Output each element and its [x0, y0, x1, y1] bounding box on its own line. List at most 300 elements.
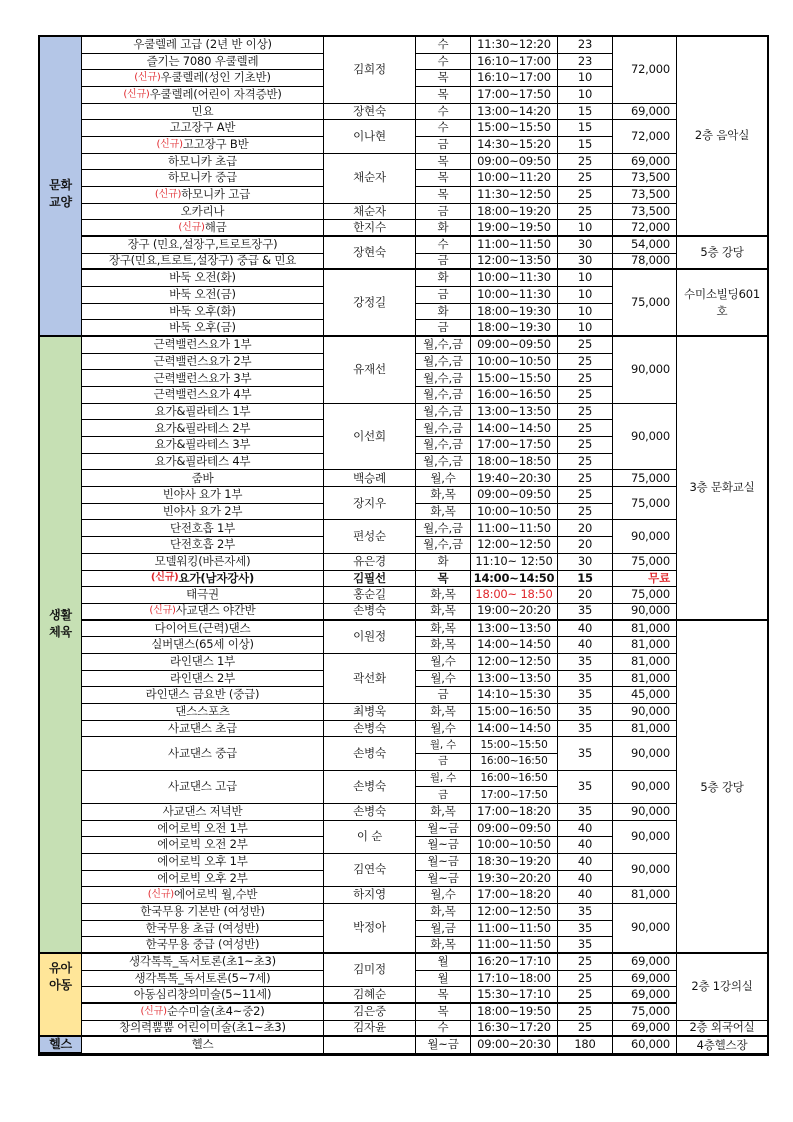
capacity-cell: 25: [558, 437, 613, 454]
capacity-cell: 10: [558, 70, 613, 87]
class-name: 요가&필라테스 1부: [154, 403, 251, 418]
fee-cell: 69,000: [613, 1021, 677, 1038]
day-cell: 수: [416, 237, 471, 254]
class-name: 헬스: [191, 1037, 214, 1052]
fee-cell: 90,000: [613, 704, 677, 721]
time-cell: 15:00~15:50: [471, 120, 558, 137]
class-name: 태극권: [186, 587, 219, 602]
day-cell: 월,수: [416, 671, 471, 688]
class-name: 근력밸런스요가 1부: [153, 337, 252, 352]
day-cell: 금: [416, 687, 471, 704]
new-tag: (신규): [154, 188, 182, 200]
class-name-cell: [82, 971, 324, 988]
capacity-cell: 10: [558, 304, 613, 321]
capacity-cell: 23: [558, 37, 613, 54]
teacher-cell: 이원정: [324, 621, 416, 654]
teacher-cell: 손병숙: [324, 721, 416, 738]
capacity-cell: 25: [558, 420, 613, 437]
time-cell: [471, 771, 558, 804]
class-name-cell: [82, 571, 324, 588]
class-name-cell: [82, 104, 324, 121]
capacity-cell: 30: [558, 254, 613, 271]
class-name-cell: [82, 220, 324, 237]
category-cell: [40, 954, 82, 1037]
fee-cell: 81,000: [613, 671, 677, 688]
class-name: 단전호흡 1부: [169, 520, 236, 535]
day-cell: 월,수,금: [416, 437, 471, 454]
day-cell: 화,목: [416, 637, 471, 654]
day-cell: 화,목: [416, 587, 471, 604]
teacher-cell: 손병숙: [324, 804, 416, 821]
capacity-cell: 15: [558, 137, 613, 154]
teacher-cell: 이나현: [324, 120, 416, 153]
fee-cell: 73,500: [613, 204, 677, 221]
teacher-cell: 손병숙: [324, 604, 416, 621]
class-name-cell: [82, 270, 324, 287]
time-value: 16:00~16:50: [471, 753, 557, 770]
class-name: 단전호흡 2부: [169, 537, 236, 552]
class-name: 해금: [204, 220, 227, 234]
time-cell: 16:30~17:20: [471, 1021, 558, 1038]
fee-cell: 무료: [613, 571, 677, 588]
class-name-cell: [82, 821, 324, 838]
capacity-cell: 35: [558, 804, 613, 821]
class-name: 사교댄스 초급: [168, 720, 237, 735]
capacity-cell: 180: [558, 1037, 613, 1054]
day-cell: 월~금: [416, 871, 471, 888]
day-cell: 월~금: [416, 821, 471, 838]
capacity-cell: 40: [558, 871, 613, 888]
category-label: 생활: [49, 608, 72, 623]
teacher-cell: 편성순: [324, 520, 416, 553]
time-cell: 16:10~17:00: [471, 70, 558, 87]
day-value: 금: [416, 786, 470, 803]
class-name: 다이어트(근력)댄스: [154, 620, 251, 635]
capacity-cell: 40: [558, 887, 613, 904]
class-name-cell: [82, 437, 324, 454]
capacity-cell: 20: [558, 587, 613, 604]
class-name-cell: [82, 1037, 324, 1054]
class-name: 라인댄스 1부: [169, 653, 236, 668]
time-cell: 13:00~13:50: [471, 404, 558, 421]
room-cell: 4층헬스장: [677, 1037, 767, 1054]
class-name-cell: [82, 120, 324, 137]
day-cell: 화: [416, 554, 471, 571]
class-name-cell: [82, 671, 324, 688]
fee-cell: 75,000: [613, 554, 677, 571]
capacity-cell: 25: [558, 370, 613, 387]
class-name-cell: [82, 537, 324, 554]
day-cell: 목: [416, 987, 471, 1004]
day-cell: 목: [416, 571, 471, 588]
day-cell: 화: [416, 270, 471, 287]
day-cell: 수: [416, 37, 471, 54]
day-cell: 월,수: [416, 887, 471, 904]
fee-cell: 90,000: [613, 737, 677, 770]
capacity-cell: 40: [558, 637, 613, 654]
class-name: 라인댄스 2부: [169, 670, 236, 685]
time-cell: 09:00~09:50: [471, 337, 558, 354]
fee-cell: 69,000: [613, 987, 677, 1004]
time-cell: 17:00~17:50: [471, 437, 558, 454]
capacity-cell: 35: [558, 687, 613, 704]
day-cell: 화,목: [416, 904, 471, 921]
teacher-cell: 김필선: [324, 571, 416, 588]
category-cell: [40, 37, 82, 337]
teacher-cell: 백승례: [324, 470, 416, 487]
new-tag: (신규): [123, 88, 150, 100]
time-cell: 09:00~20:30: [471, 1037, 558, 1054]
class-name-cell: [82, 1004, 324, 1021]
class-name: 순수미술(초4~중2): [166, 1004, 265, 1019]
class-name-cell: [82, 804, 324, 821]
class-name-cell: [82, 837, 324, 854]
fee-cell: 81,000: [613, 887, 677, 904]
new-tag: (신규): [140, 1005, 167, 1017]
new-tag: (신규): [156, 138, 183, 150]
class-name: 요가&필라테스 2부: [154, 420, 251, 435]
time-cell: 11:30~12:20: [471, 37, 558, 54]
time-cell: 19:00~20:20: [471, 604, 558, 621]
teacher-cell: 한지수: [324, 220, 416, 237]
time-cell: 12:00~13:50: [471, 254, 558, 271]
category-label: 문화: [49, 178, 72, 192]
capacity-cell: 35: [558, 904, 613, 921]
class-schedule-table: [38, 35, 769, 1056]
capacity-cell: 25: [558, 470, 613, 487]
class-name: 하모니카 고급: [181, 187, 251, 202]
day-cell: 목: [416, 87, 471, 104]
fee-cell: 72,000: [613, 120, 677, 153]
class-name: 우쿨렐레(성인 기초반): [160, 70, 271, 85]
class-name: 사교댄스 저녁반: [162, 803, 243, 818]
fee-cell: 72,000: [613, 37, 677, 104]
day-cell: 금: [416, 137, 471, 154]
class-name: 사교댄스 야간반: [175, 603, 256, 618]
day-cell: 월~금: [416, 854, 471, 871]
class-name-cell: [82, 604, 324, 621]
time-cell: 10:00~10:50: [471, 504, 558, 521]
class-name: 빈야사 요가 2부: [162, 503, 243, 518]
time-cell: 14:00~14:50: [471, 571, 558, 588]
capacity-cell: 25: [558, 404, 613, 421]
class-name-cell: [82, 404, 324, 421]
class-name: 모델워킹(바른자세): [154, 553, 251, 568]
capacity-cell: 25: [558, 454, 613, 471]
fee-cell: 81,000: [613, 621, 677, 638]
room-cell: 2층 1강의실: [677, 954, 767, 1021]
class-name-cell: [82, 137, 324, 154]
teacher-cell: 이 순: [324, 821, 416, 854]
class-name: 생각톡톡_독서토론(5~7세): [134, 970, 271, 985]
time-cell: 18:00~19:50: [471, 1004, 558, 1021]
room-cell: 3층 문화교실: [677, 337, 767, 620]
time-cell: 18:00~ 18:50: [471, 587, 558, 604]
class-name-cell: [82, 704, 324, 721]
day-cell: 월,수: [416, 470, 471, 487]
class-name-cell: [82, 304, 324, 321]
class-name: 한국무용 기본반 (여성반): [140, 904, 265, 919]
day-cell: 화,목: [416, 621, 471, 638]
capacity-cell: 25: [558, 987, 613, 1004]
time-cell: 11:30~12:50: [471, 187, 558, 204]
class-name: 댄스스포츠: [175, 703, 230, 718]
day-cell: 화: [416, 220, 471, 237]
class-name: 즐기는 7080 우쿨렐레: [146, 53, 259, 68]
capacity-cell: 25: [558, 354, 613, 371]
time-cell: 17:00~18:20: [471, 804, 558, 821]
class-name: 고고장구 B반: [182, 137, 249, 152]
new-tag: (신규): [178, 221, 205, 233]
day-cell: 목: [416, 1004, 471, 1021]
room-cell: 2층 음악실: [677, 37, 767, 237]
capacity-cell: 40: [558, 854, 613, 871]
day-cell: 금: [416, 254, 471, 271]
class-name: 바둑 오전(화): [169, 270, 236, 285]
time-cell: 10:00~10:50: [471, 354, 558, 371]
time-cell: 11:10~ 12:50: [471, 554, 558, 571]
day-cell: 화: [416, 304, 471, 321]
class-name-cell: [82, 187, 324, 204]
category-label: 아동: [49, 978, 72, 993]
day-cell: 월~금: [416, 837, 471, 854]
class-name: 바둑 오전(금): [169, 287, 236, 302]
class-name-cell: [82, 687, 324, 704]
class-name-cell: [82, 354, 324, 371]
class-name: 우쿨렐레 고급 (2년 반 이상): [133, 37, 272, 52]
time-cell: 13:00~14:20: [471, 104, 558, 121]
time-cell: 18:30~19:20: [471, 854, 558, 871]
time-cell: 19:00~19:50: [471, 220, 558, 237]
room-cell: 5층 강당: [677, 237, 767, 270]
new-tag: (신규): [149, 605, 176, 617]
class-name: 근력밸런스요가 3부: [153, 370, 252, 385]
day-cell: 목: [416, 187, 471, 204]
class-name: 요가&필라테스 4부: [154, 453, 251, 468]
day-cell: [416, 771, 471, 804]
day-cell: 월,수,금: [416, 454, 471, 471]
teacher-cell: 유재선: [324, 337, 416, 404]
fee-cell: 90,000: [613, 904, 677, 954]
teacher-cell: 하지영: [324, 887, 416, 904]
class-name-cell: [82, 937, 324, 954]
category-label: 유아: [49, 960, 72, 975]
class-name-cell: [82, 621, 324, 638]
time-cell: 18:00~19:30: [471, 304, 558, 321]
room-cell: 2층 외국어실: [677, 1021, 767, 1038]
teacher-cell: 유은경: [324, 554, 416, 571]
day-cell: 수: [416, 104, 471, 121]
class-name-cell: [82, 721, 324, 738]
day-cell: 월: [416, 971, 471, 988]
fee-cell: 45,000: [613, 687, 677, 704]
class-name-cell: [82, 420, 324, 437]
day-cell: 월,수,금: [416, 537, 471, 554]
time-cell: 10:00~10:50: [471, 837, 558, 854]
class-name: 오카리나: [180, 203, 225, 218]
day-cell: 화,목: [416, 504, 471, 521]
teacher-cell: 손병숙: [324, 771, 416, 804]
capacity-cell: 15: [558, 104, 613, 121]
fee-cell: 90,000: [613, 404, 677, 471]
class-name-cell: [82, 921, 324, 938]
capacity-cell: 20: [558, 537, 613, 554]
fee-cell: 73,500: [613, 187, 677, 204]
fee-cell: 90,000: [613, 804, 677, 821]
capacity-cell: 10: [558, 220, 613, 237]
class-name: 요가&필라테스 3부: [154, 437, 251, 452]
time-cell: 16:10~17:00: [471, 54, 558, 71]
capacity-cell: 25: [558, 954, 613, 971]
capacity-cell: 20: [558, 520, 613, 537]
time-cell: 16:00~16:50: [471, 387, 558, 404]
time-cell: 13:00~13:50: [471, 671, 558, 688]
class-name-cell: [82, 154, 324, 171]
class-name-cell: [82, 554, 324, 571]
class-name-cell: [82, 520, 324, 537]
time-cell: 10:00~11:30: [471, 287, 558, 304]
class-name-cell: [82, 487, 324, 504]
time-cell: 10:00~11:20: [471, 170, 558, 187]
time-cell: 19:30~20:20: [471, 871, 558, 888]
capacity-cell: 25: [558, 504, 613, 521]
time-cell: 11:00~11:50: [471, 520, 558, 537]
teacher-cell: 채순자: [324, 204, 416, 221]
class-name: 근력밸런스요가 4부: [153, 387, 252, 402]
teacher-cell: 김자윤: [324, 1021, 416, 1038]
capacity-cell: 40: [558, 837, 613, 854]
fee-cell: 69,000: [613, 954, 677, 971]
fee-cell: 69,000: [613, 971, 677, 988]
class-name: 창의력뿜뿜 어린이미술(초1~초3): [119, 1020, 286, 1035]
capacity-cell: 35: [558, 604, 613, 621]
day-cell: 월,수,금: [416, 420, 471, 437]
capacity-cell: 35: [558, 671, 613, 688]
day-cell: 목: [416, 70, 471, 87]
fee-cell: 75,000: [613, 587, 677, 604]
class-name-cell: [82, 1021, 324, 1038]
teacher-cell: 김은중: [324, 1004, 416, 1021]
time-cell: 14:30~15:20: [471, 137, 558, 154]
capacity-cell: 35: [558, 737, 613, 770]
time-cell: 13:00~13:50: [471, 621, 558, 638]
class-name-cell: [82, 470, 324, 487]
room-cell: 수미소빌딩601호: [677, 270, 767, 337]
day-cell: 화,목: [416, 604, 471, 621]
class-name: 요가(남자강사): [178, 570, 255, 585]
class-name-cell: [82, 454, 324, 471]
class-name: 아동심리창의미술(5~11세): [133, 987, 272, 1001]
class-name-cell: [82, 654, 324, 671]
capacity-cell: 25: [558, 187, 613, 204]
time-cell: 12:00~12:50: [471, 654, 558, 671]
time-cell: 18:00~19:30: [471, 320, 558, 337]
capacity-cell: 10: [558, 87, 613, 104]
class-name-cell: [82, 904, 324, 921]
class-name: 에어로빅 오전 2부: [157, 837, 248, 852]
day-cell: 화,목: [416, 704, 471, 721]
day-cell: 월,수,금: [416, 354, 471, 371]
class-name: 고고장구 A반: [169, 120, 236, 135]
class-name-cell: [82, 237, 324, 254]
class-name-cell: [82, 504, 324, 521]
class-name-cell: [82, 871, 324, 888]
day-cell: [416, 737, 471, 770]
time-cell: 15:00~16:50: [471, 704, 558, 721]
capacity-cell: 15: [558, 120, 613, 137]
class-name: 장구(민요,트로트,설장구) 중급 & 민요: [108, 253, 297, 268]
class-name-cell: [82, 370, 324, 387]
teacher-cell: 장현숙: [324, 104, 416, 121]
time-cell: 14:00~14:50: [471, 721, 558, 738]
class-name-cell: [82, 587, 324, 604]
class-name-cell: [82, 254, 324, 271]
class-name-cell: [82, 887, 324, 904]
capacity-cell: 23: [558, 54, 613, 71]
time-cell: 18:00~18:50: [471, 454, 558, 471]
capacity-cell: 25: [558, 971, 613, 988]
class-name: 에어로빅 오후 2부: [157, 870, 248, 885]
time-cell: 12:00~12:50: [471, 537, 558, 554]
fee-cell: 75,000: [613, 470, 677, 487]
fee-cell: 73,500: [613, 170, 677, 187]
class-name-cell: [82, 70, 324, 87]
class-name: 하모니카 중급: [168, 170, 237, 185]
capacity-cell: 35: [558, 704, 613, 721]
class-name: 실버댄스(65세 이상): [151, 637, 254, 652]
category-label: 체육: [49, 625, 72, 640]
teacher-cell: 홍순길: [324, 587, 416, 604]
time-value: 15:00~15:50: [480, 738, 548, 751]
capacity-cell: 15: [558, 571, 613, 588]
time-cell: 11:00~11:50: [471, 937, 558, 954]
class-name-cell: [82, 737, 324, 770]
time-cell: 18:00~19:20: [471, 204, 558, 221]
class-name-cell: [82, 170, 324, 187]
class-name: 한국무용 초급 (여성반): [145, 920, 260, 935]
fee-cell: 90,000: [613, 771, 677, 804]
new-tag: (신규): [150, 572, 179, 584]
day-cell: 목: [416, 170, 471, 187]
day-cell: 월,금: [416, 921, 471, 938]
class-name: 사교댄스 고급: [168, 778, 237, 793]
class-name-cell: [82, 320, 324, 337]
day-cell: 월,수,금: [416, 387, 471, 404]
class-name: 바둑 오후(화): [169, 303, 236, 318]
time-cell: 11:00~11:50: [471, 237, 558, 254]
class-name-cell: [82, 987, 324, 1004]
fee-cell: 75,000: [613, 487, 677, 520]
day-cell: 월~금: [416, 1037, 471, 1054]
teacher-cell: 이선희: [324, 404, 416, 471]
time-cell: 14:10~15:30: [471, 687, 558, 704]
new-tag: (신규): [134, 72, 161, 84]
time-cell: 19:40~20:30: [471, 470, 558, 487]
teacher-cell: 손병숙: [324, 737, 416, 770]
class-name: 에어로빅 월,수반: [174, 887, 258, 902]
time-cell: 14:00~14:50: [471, 420, 558, 437]
class-name: 생각톡톡_독서토론(초1~초3): [129, 954, 276, 969]
class-name-cell: [82, 771, 324, 804]
teacher-cell: 김연숙: [324, 854, 416, 887]
class-name-cell: [82, 637, 324, 654]
time-cell: 15:30~17:10: [471, 987, 558, 1004]
teacher-cell: 곽선화: [324, 654, 416, 704]
category-cell: [40, 337, 82, 954]
capacity-cell: 10: [558, 320, 613, 337]
day-cell: 수: [416, 1021, 471, 1038]
day-cell: 월: [416, 954, 471, 971]
